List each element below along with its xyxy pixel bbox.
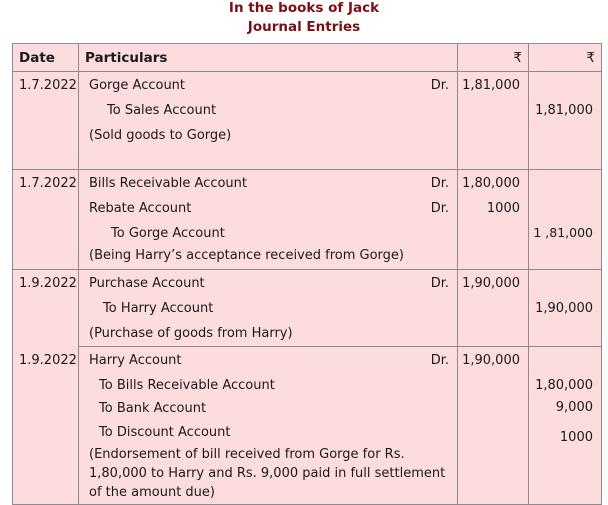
debit-account-line — [79, 171, 457, 196]
credit-account: To Discount Account — [99, 425, 231, 440]
debit-account-line — [79, 73, 457, 98]
debit-account-line — [79, 348, 457, 373]
header-debit: ₹ — [458, 44, 529, 72]
header-date: Date — [13, 44, 79, 72]
entry-date: 1.7.2022 — [19, 176, 77, 191]
debit-account: Bills Receivable Account — [89, 176, 248, 191]
debit-account: Rebate Account — [89, 201, 192, 216]
credit-amount: 1,81,000 — [535, 103, 593, 118]
dr-mark: Dr. — [430, 176, 449, 191]
document-title: In the books of Jack — [228, 0, 380, 16]
debit-account: Gorge Account — [89, 78, 186, 93]
header-particulars: Particulars — [79, 44, 458, 72]
header-row — [13, 44, 602, 72]
journal-table — [12, 43, 602, 505]
credit-account: To Gorge Account — [111, 226, 225, 241]
dr-mark: Dr. — [430, 78, 449, 93]
narration: (Being Harry’s acceptance received from Gorge) — [89, 248, 404, 263]
table-row — [13, 347, 602, 505]
debit-amount: 1000 — [486, 201, 520, 216]
credit-amount: 1,80,000 — [535, 378, 593, 393]
debit-account-line — [79, 271, 457, 296]
table-row — [13, 72, 602, 170]
credit-account: To Bills Receivable Account — [99, 378, 275, 393]
credit-amount: 1 ,81,000 — [533, 225, 593, 240]
credit-amount: 1,90,000 — [535, 301, 593, 316]
debit-account: Purchase Account — [89, 276, 205, 291]
credit-account: To Harry Account — [103, 301, 214, 316]
table-row — [13, 270, 602, 347]
narration: (Sold goods to Gorge) — [89, 128, 232, 143]
narration: (Purchase of goods from Harry) — [89, 326, 293, 341]
debit-amount: 1,90,000 — [462, 276, 520, 291]
entry-date: 1.9.2022 — [19, 276, 77, 291]
debit-amount: 1,90,000 — [462, 353, 520, 368]
debit-account: Harry Account — [89, 353, 182, 368]
entry-date: 1.7.2022 — [19, 78, 77, 93]
header-credit: ₹ — [529, 44, 602, 72]
dr-mark: Dr. — [430, 276, 449, 291]
debit-account-line — [79, 196, 457, 221]
debit-amount: 1,80,000 — [462, 176, 520, 191]
dr-mark: Dr. — [430, 353, 449, 368]
table-row — [13, 170, 602, 270]
document-subtitle: Journal Entries — [247, 19, 361, 35]
dr-mark: Dr. — [430, 201, 449, 216]
debit-amount: 1,81,000 — [462, 78, 520, 93]
credit-amount: 1000 — [559, 430, 593, 445]
credit-account: To Sales Account — [107, 103, 217, 118]
entry-date: 1.9.2022 — [19, 352, 77, 368]
credit-account: To Bank Account — [99, 401, 207, 416]
narration: (Endorsement of bill received from Gorge for Rs. 1,80,000 to Harry and Rs. 9,000 paid in full settlement of the amount due) — [89, 447, 446, 500]
credit-amount: 9,000 — [555, 400, 593, 415]
